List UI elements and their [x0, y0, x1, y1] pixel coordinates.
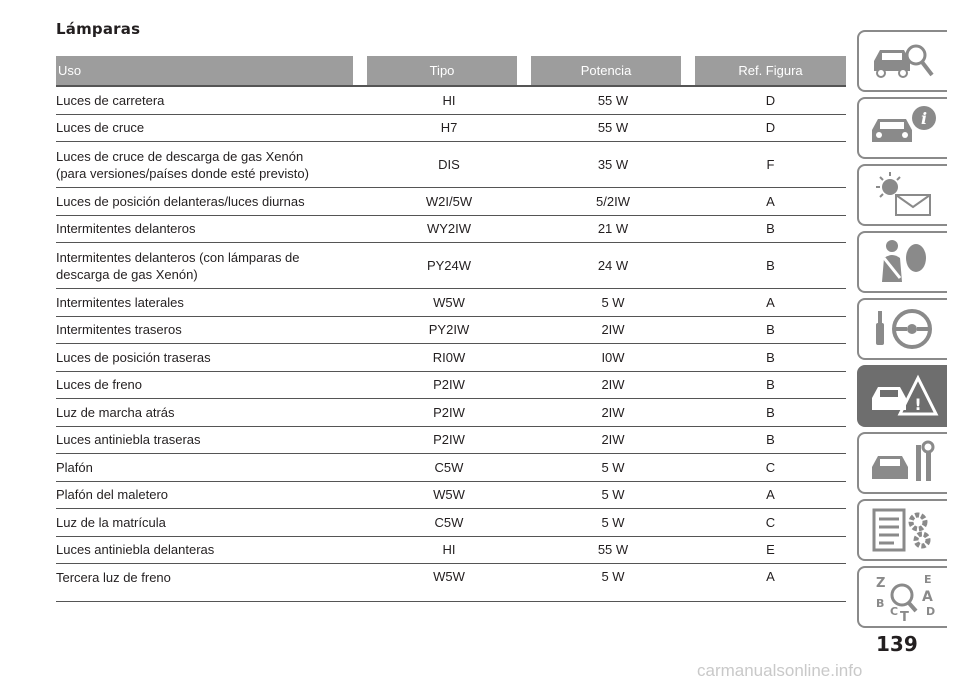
index-letter: T [900, 610, 909, 623]
tab-emergency[interactable] [857, 365, 947, 427]
table-row [56, 399, 846, 427]
warning-lights-mail-icon [866, 169, 940, 221]
cell-ref-figura: A [766, 569, 775, 584]
cell-potencia: 2IW [601, 404, 625, 420]
cell-tipo: HI [442, 542, 456, 558]
svg-text:!: ! [914, 395, 922, 414]
cell-uso: Luces antiniebla traseras [56, 432, 201, 448]
cell-uso: Luces de posición traseras [56, 349, 211, 365]
cell-uso-line: Luces de cruce de descarga de gas Xenón [56, 148, 304, 164]
cell-tipo: DIS [438, 157, 460, 172]
tab-start-drive[interactable] [857, 298, 947, 360]
key-steering-wheel-icon [866, 303, 940, 355]
tab-technical-data[interactable] [857, 499, 947, 561]
car-search-icon [866, 35, 940, 87]
cell-potencia: 55 W [597, 542, 629, 558]
table-row [56, 537, 846, 565]
cell-tipo: C5W [434, 514, 464, 530]
cell-tipo: P2IW [433, 404, 465, 420]
cell-uso: Luz de la matrícula [56, 514, 166, 530]
cell-uso [56, 249, 367, 283]
table-row [56, 372, 846, 400]
cell-uso: Intermitentes traseros [56, 322, 182, 338]
index-letter: B [876, 597, 885, 610]
tab-index[interactable] [857, 566, 947, 628]
cell-uso: Luces de posición delanteras/luces diurnas [56, 193, 305, 209]
table-row [56, 243, 846, 289]
cell-uso: Intermitentes laterales [56, 294, 184, 310]
index-letter: D [926, 605, 936, 618]
table-row [56, 142, 846, 188]
table-row [56, 344, 846, 372]
car-info-icon [866, 102, 940, 154]
cell-potencia: 55 W [597, 120, 629, 136]
header-uso: Uso [56, 56, 353, 85]
table-row [56, 188, 846, 216]
table-row [56, 482, 846, 510]
cell-uso: Plafón del maletero [56, 487, 169, 503]
cell-uso: Plafón [56, 459, 93, 475]
cell-tipo: P2IW [433, 377, 465, 393]
cell-potencia: 35 W [597, 157, 629, 172]
tab-warning-lights[interactable] [857, 164, 947, 226]
cell-potencia: I0W [601, 349, 625, 365]
car-tools-icon [866, 437, 940, 489]
alphabetical-index-icon [866, 571, 940, 623]
cell-tipo: W5W [433, 487, 465, 503]
cell-tipo: C5W [434, 459, 464, 475]
cell-tipo: W5W [433, 569, 465, 584]
cell-uso: Luces antiniebla delanteras [56, 542, 215, 558]
cell-tipo: PY24W [426, 258, 472, 273]
header-ref-figura: Ref. Figura [695, 56, 846, 85]
cell-potencia: 5 W [601, 569, 625, 584]
cell-potencia: 2IW [601, 432, 625, 448]
table-row [56, 427, 846, 455]
cell-ref-figura: C [765, 514, 776, 530]
cell-ref-figura: B [766, 258, 775, 273]
cell-potencia: 5 W [601, 294, 625, 310]
table-row [56, 289, 846, 317]
cell-uso-line: (para versiones/países donde esté previsto) [56, 165, 309, 181]
bulb-table [56, 56, 846, 602]
watermark: carmanualsonline.info [697, 661, 863, 680]
car-breakdown-warning-icon [866, 370, 940, 422]
specs-gears-icon [866, 504, 940, 556]
cell-ref-figura: B [766, 221, 775, 237]
seatbelt-airbag-icon [866, 236, 940, 288]
cell-ref-figura: D [765, 120, 776, 136]
tab-safety[interactable] [857, 231, 947, 293]
chapter-tabs [857, 30, 947, 633]
cell-tipo: HI [442, 92, 456, 108]
cell-potencia: 5/2IW [596, 193, 630, 209]
cell-ref-figura: A [766, 193, 775, 209]
cell-ref-figura: B [766, 404, 775, 420]
cell-uso [56, 148, 367, 182]
cell-ref-figura: B [766, 377, 775, 393]
cell-uso-line: descarga de gas Xenón) [56, 266, 198, 282]
tab-car-info[interactable] [857, 97, 947, 159]
index-letter: C [890, 605, 899, 618]
page-number: 139 [876, 632, 918, 656]
index-letter: E [924, 573, 932, 586]
cell-uso-line: Intermitentes delanteros (con lámparas de [56, 249, 300, 265]
table-row [56, 87, 846, 115]
cell-tipo: WY2IW [426, 221, 472, 237]
table-header [56, 56, 846, 87]
table-row [56, 115, 846, 143]
cell-ref-figura: D [765, 92, 776, 108]
cell-potencia: 21 W [597, 221, 629, 237]
cell-potencia: 5 W [601, 459, 625, 475]
svg-text:i: i [920, 109, 928, 128]
page-title: Lámparas [56, 20, 141, 38]
tab-maintenance[interactable] [857, 432, 947, 494]
cell-ref-figura: B [766, 432, 775, 448]
index-letter: A [922, 589, 933, 605]
table-row [56, 509, 846, 537]
cell-potencia: 5 W [601, 487, 625, 503]
cell-tipo: PY2IW [428, 322, 470, 338]
cell-potencia: 55 W [597, 92, 629, 108]
cell-tipo: RI0W [432, 349, 466, 365]
cell-tipo: W5W [433, 294, 465, 310]
cell-uso: Luces de carretera [56, 92, 165, 108]
cell-tipo: P2IW [433, 432, 465, 448]
tab-car-search[interactable] [857, 30, 947, 92]
cell-potencia: 2IW [601, 377, 625, 393]
header-potencia: Potencia [531, 56, 681, 85]
cell-potencia: 2IW [601, 322, 625, 338]
table-row [56, 564, 846, 602]
table-row [56, 454, 846, 482]
table-body [56, 87, 846, 602]
cell-uso: Intermitentes delanteros [56, 221, 196, 237]
cell-potencia: 5 W [601, 514, 625, 530]
cell-tipo: H7 [440, 120, 458, 136]
cell-ref-figura: B [766, 322, 775, 338]
cell-potencia: 24 W [597, 258, 629, 273]
cell-ref-figura: A [766, 487, 775, 503]
table-row [56, 317, 846, 345]
header-tipo: Tipo [367, 56, 517, 85]
index-letter: Z [876, 576, 886, 591]
cell-ref-figura: A [766, 294, 775, 310]
cell-uso: Luces de cruce [56, 120, 145, 136]
cell-ref-figura: B [766, 349, 775, 365]
table-row [56, 216, 846, 244]
cell-ref-figura: C [765, 459, 776, 475]
cell-uso: Luz de marcha atrás [56, 404, 175, 420]
cell-uso: Tercera luz de freno [56, 570, 171, 585]
cell-uso: Luces de freno [56, 377, 143, 393]
cell-ref-figura: F [766, 157, 775, 172]
cell-ref-figura: E [766, 542, 775, 558]
cell-tipo: W2I/5W [425, 193, 473, 209]
